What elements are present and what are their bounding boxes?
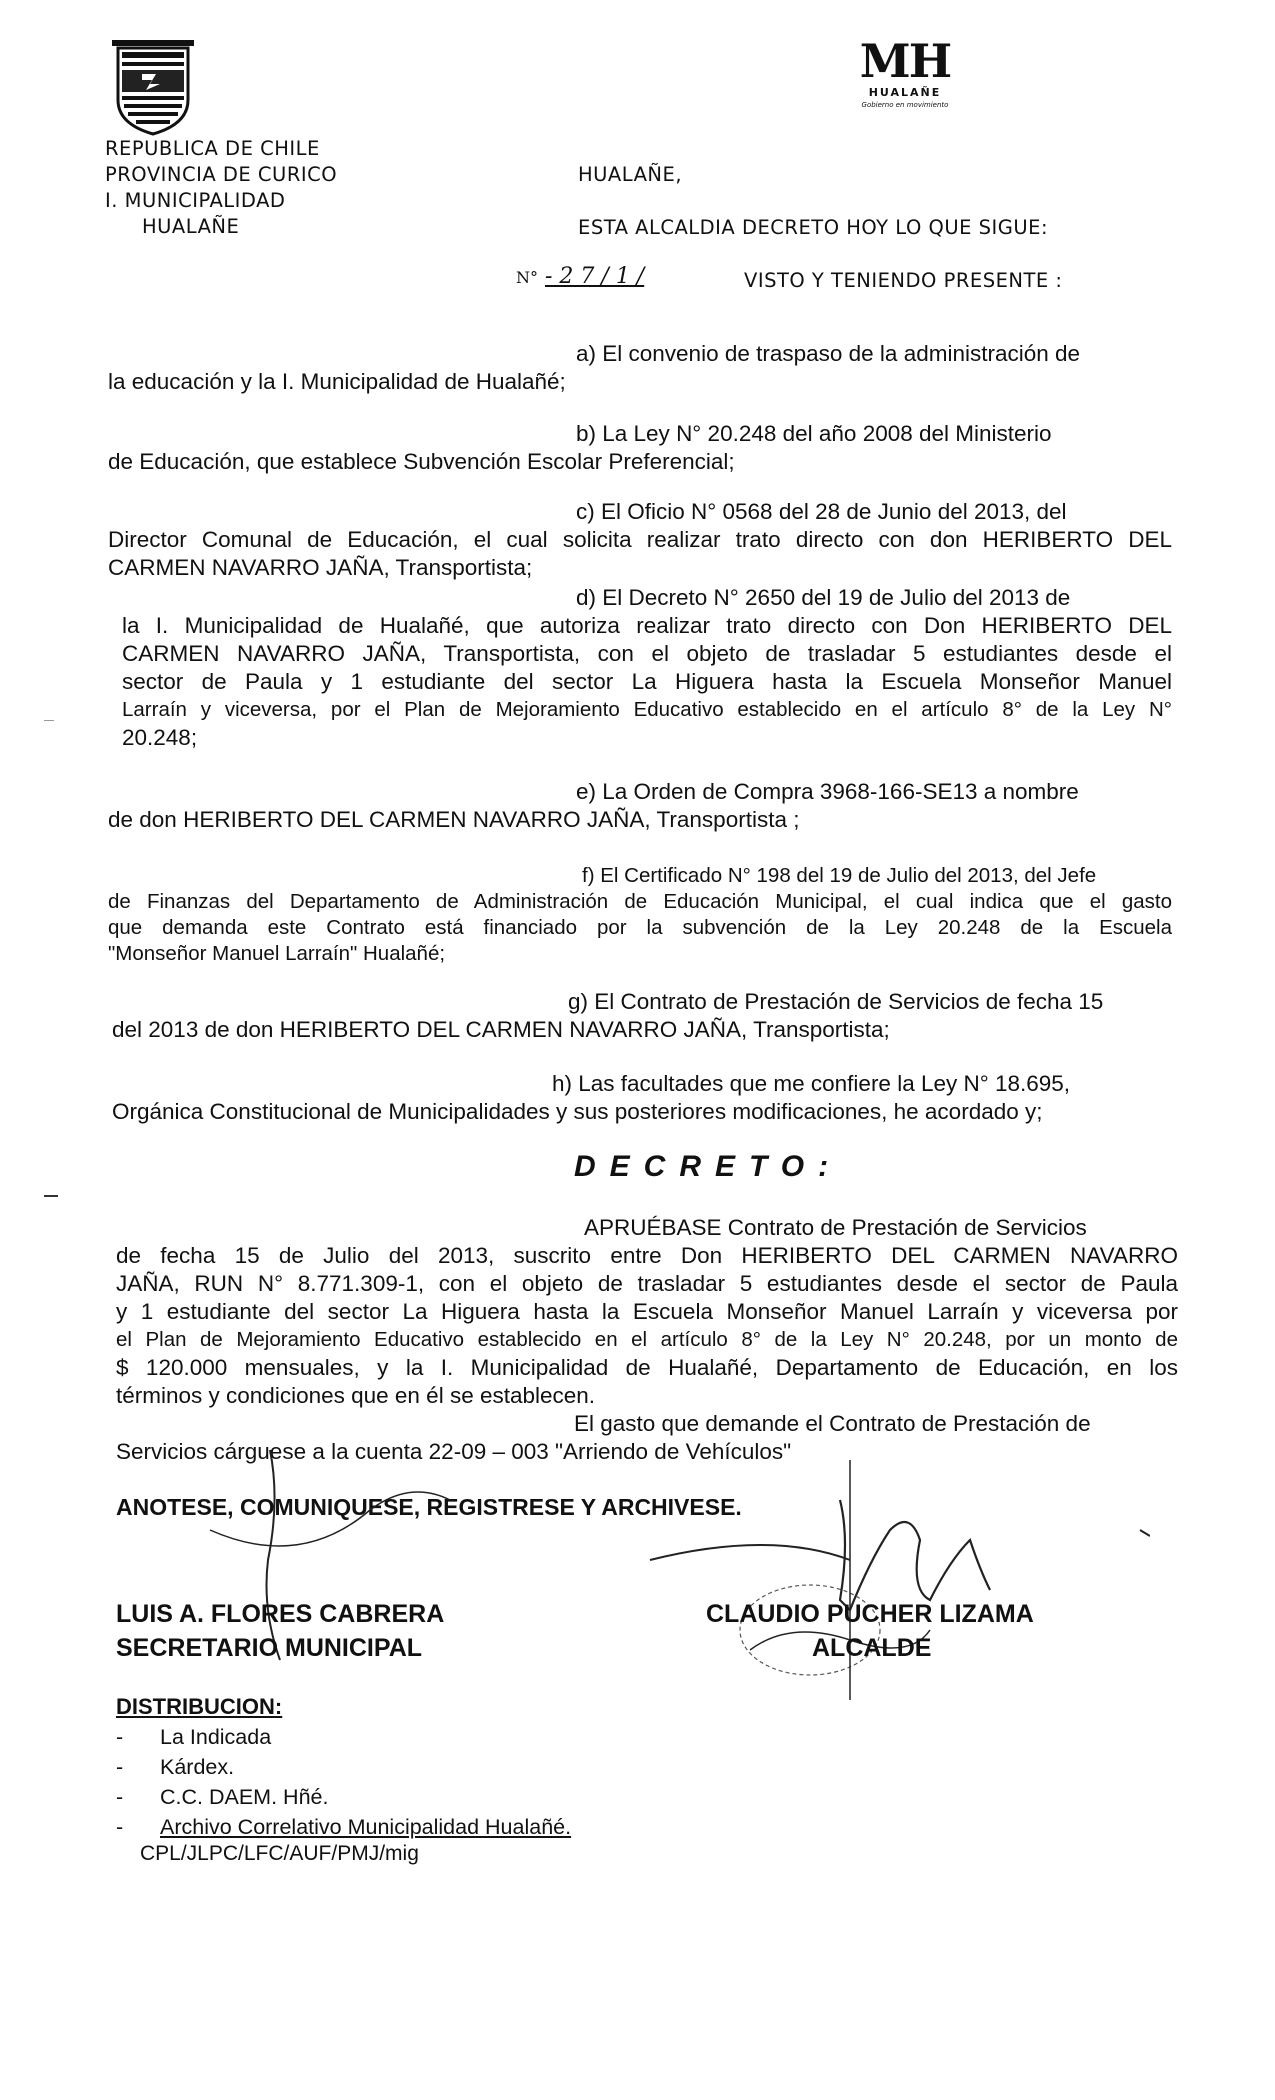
considerando-g-line-1: g) El Contrato de Prestación de Servicios de fecha 15 <box>568 989 1104 1014</box>
issuer-block <box>105 136 337 240</box>
decreto-line-6: $ 120.000 mensuales, y la I. Municipalidad de Hualañé, Departamento de Educación, en los <box>116 1355 1178 1380</box>
considerando-e-line-2: de don HERIBERTO DEL CARMEN NAVARRO JAÑA, Transportista ; <box>108 807 800 832</box>
decreto-line-3: JAÑA, RUN N° 8.771.309-1, con el objeto de trasladar 5 estudiantes desde el sector de Paula <box>116 1271 1178 1296</box>
visto-label: VISTO Y TENIENDO PRESENTE : <box>744 269 1063 292</box>
decree-number <box>516 262 644 293</box>
considerando-c-line-3: CARMEN NAVARRO JAÑA, Transportista; <box>108 555 533 580</box>
mayor-title: ALCALDE <box>812 1634 932 1662</box>
decreto-line-9: Servicios cárguese a la cuenta 22-09 – 003 "Arriendo de Vehículos" <box>116 1439 792 1464</box>
decreto-line-8: El gasto que demande el Contrato de Prestación de <box>574 1411 1091 1436</box>
logo-tagline: Gobierno en movimiento <box>861 101 949 109</box>
considerando-h-line-2: Orgánica Constitucional de Municipalidades y sus posteriores modificaciones, he acordado y; <box>112 1099 1043 1124</box>
decree-number-value: - 2 7 / 1 / <box>545 264 645 289</box>
considerando-d-line-6: 20.248; <box>122 725 198 750</box>
considerando-g-line-2: del 2013 de don HERIBERTO DEL CARMEN NAVARRO JAÑA, Transportista; <box>112 1017 890 1042</box>
decreto-line-7: términos y condiciones que en él se establecen. <box>116 1383 596 1408</box>
alcaldia-intro: ESTA ALCALDIA DECRETO HOY LO QUE SIGUE: <box>578 216 1049 239</box>
considerando-h-line-1: h) Las facultades que me confiere la Ley N° 18.695, <box>552 1071 1071 1096</box>
considerando-b-line-2: de Educación, que establece Subvención Escolar Preferencial; <box>108 449 735 474</box>
considerando-d-line-2: la I. Municipalidad de Hualañé, que autoriza realizar trato directo con Don HERIBERTO DEL <box>122 613 1172 638</box>
distribucion-item: - C.C. DAEM. Hñé. <box>116 1782 571 1812</box>
issuer-line-commune: HUALAÑE <box>142 215 240 238</box>
considerando-a-line-2: la educación y la I. Municipalidad de Hualañé; <box>108 369 566 394</box>
logo-letters: MH <box>859 34 951 88</box>
issuer-line-republic: REPUBLICA DE CHILE <box>105 137 320 160</box>
considerando-a-line-1: a) El convenio de traspaso de la administración de <box>576 341 1081 366</box>
decreto-heading: DECRETO: <box>574 1150 843 1183</box>
considerando-b-line-1: b) La Ley N° 20.248 del año 2008 del Ministerio <box>576 421 1052 446</box>
hualane-logo <box>850 36 960 126</box>
considerando-c-line-2: Director Comunal de Educación, el cual solicita realizar trato directo con don HERIBERTO DEL <box>108 527 1172 552</box>
distribucion-item: - Archivo Correlativo Municipalidad Hualañé. <box>116 1812 571 1842</box>
distribucion-title: DISTRIBUCION: <box>116 1694 283 1719</box>
considerando-f-line-2: de Finanzas del Departamento de Administración de Educación Municipal, el cual indica que el gasto <box>108 890 1172 913</box>
issuer-line-municipality: I. MUNICIPALIDAD <box>105 189 286 212</box>
considerando-c-line-1: c) El Oficio N° 0568 del 28 de Junio del 2013, del <box>576 499 1067 524</box>
margin-mark <box>44 720 54 721</box>
considerando-d-line-3: CARMEN NAVARRO JAÑA, Transportista, con el objeto de trasladar 5 estudiantes desde el <box>122 641 1172 666</box>
place-label: HUALAÑE, <box>578 163 683 186</box>
decree-prefix: N° <box>516 268 538 287</box>
considerando-d-line-4: sector de Paula y 1 estudiante del sector La Higuera hasta la Escuela Monseñor Manuel <box>122 669 1172 694</box>
municipal-crest-icon <box>112 40 194 136</box>
distribucion-item: - Kárdex. <box>116 1752 571 1782</box>
distribucion-initials: CPL/JLPC/LFC/AUF/PMJ/mig <box>140 1842 419 1865</box>
considerando-f-line-1: f) El Certificado N° 198 del 19 de Julio del 2013, del Jefe <box>582 864 1097 887</box>
considerando-f-line-4: "Monseñor Manuel Larraín" Hualañé; <box>108 942 446 965</box>
mayor-name: CLAUDIO PUCHER LIZAMA <box>706 1600 1034 1628</box>
decreto-line-2: de fecha 15 de Julio del 2013, suscrito entre Don HERIBERTO DEL CARMEN NAVARRO <box>116 1243 1178 1268</box>
secretary-title: SECRETARIO MUNICIPAL <box>116 1634 423 1662</box>
decreto-line-4: y 1 estudiante del sector La Higuera hasta la Escuela Monseñor Manuel Larraín y viceversa por <box>116 1299 1178 1324</box>
anotese-line: ANOTESE, COMUNIQUESE, REGISTRESE Y ARCHIVESE. <box>116 1494 742 1520</box>
decreto-line-1: APRUÉBASE Contrato de Prestación de Servicios <box>584 1215 1087 1240</box>
distribucion-list <box>116 1722 571 1842</box>
considerando-d-line-1: d) El Decreto N° 2650 del 19 de Julio del 2013 de <box>576 585 1071 610</box>
decreto-line-5: el Plan de Mejoramiento Educativo establecido en el artículo 8° de la Ley N° 20.248, por un monto de <box>116 1328 1178 1351</box>
issuer-line-province: PROVINCIA DE CURICO <box>105 163 338 186</box>
margin-mark <box>44 1195 58 1197</box>
logo-name: HUALAÑE <box>868 86 942 99</box>
secretary-name: LUIS A. FLORES CABRERA <box>116 1600 445 1628</box>
considerando-e-line-1: e) La Orden de Compra 3968-166-SE13 a nombre <box>576 779 1079 804</box>
considerando-f-line-3: que demanda este Contrato está financiado por la subvención de la Ley 20.248 de la Escuela <box>108 916 1172 939</box>
considerando-d-line-5: Larraín y viceversa, por el Plan de Mejoramiento Educativo establecido en el artículo 8° de la Ley N° <box>122 698 1172 721</box>
distribucion-item: - La Indicada <box>116 1722 571 1752</box>
